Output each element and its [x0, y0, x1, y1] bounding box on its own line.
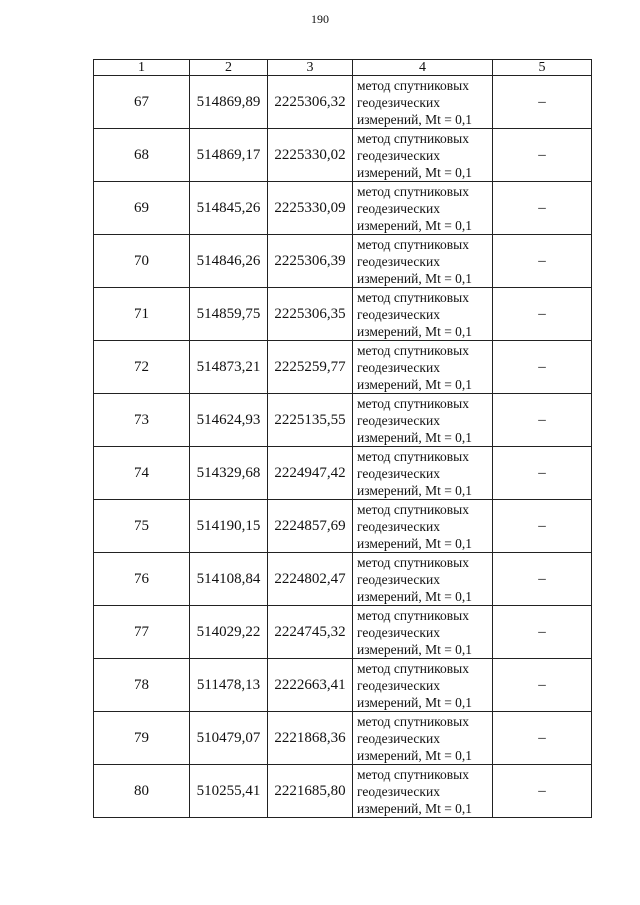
col5-cell: –: [493, 235, 592, 288]
point-number-cell: 75: [94, 500, 190, 553]
method-cell: [353, 394, 493, 447]
point-number-cell: 73: [94, 394, 190, 447]
method-text-line: измерений, Mt = 0,1: [357, 217, 473, 233]
table-row: [94, 659, 592, 712]
method-text-line: геодезических: [357, 783, 440, 799]
y-coordinate-cell: 2225259,77: [268, 341, 353, 394]
method-text-line: геодезических: [357, 147, 440, 163]
point-number-cell: 72: [94, 341, 190, 394]
point-number-cell: 69: [94, 182, 190, 235]
col5-cell: –: [493, 765, 592, 818]
point-number-cell: 76: [94, 553, 190, 606]
col5-cell: –: [493, 606, 592, 659]
method-text-line: метод спутниковых: [357, 183, 469, 199]
y-coordinate-cell: 2225330,02: [268, 129, 353, 182]
point-number-cell: 80: [94, 765, 190, 818]
point-number-cell: 74: [94, 447, 190, 500]
col5-cell: –: [493, 288, 592, 341]
method-cell: [353, 447, 493, 500]
method-cell: [353, 765, 493, 818]
method-text-line: геодезических: [357, 465, 440, 481]
table-row: [94, 447, 592, 500]
col5-cell: –: [493, 447, 592, 500]
method-cell: [353, 659, 493, 712]
y-coordinate-cell: 2221868,36: [268, 712, 353, 765]
x-coordinate-cell: 510479,07: [190, 712, 268, 765]
table-row: [94, 712, 592, 765]
method-text-line: геодезических: [357, 624, 440, 640]
point-number-cell: 79: [94, 712, 190, 765]
y-coordinate-cell: 2224802,47: [268, 553, 353, 606]
x-coordinate-cell: 514873,21: [190, 341, 268, 394]
method-text-line: измерений, Mt = 0,1: [357, 376, 473, 392]
y-coordinate-cell: 2224947,42: [268, 447, 353, 500]
method-text-line: измерений, Mt = 0,1: [357, 323, 473, 339]
method-text-line: метод спутниковых: [357, 236, 469, 252]
col5-cell: –: [493, 182, 592, 235]
method-text-line: измерений, Mt = 0,1: [357, 588, 473, 604]
y-coordinate-cell: 2225306,35: [268, 288, 353, 341]
y-coordinate-cell: 2222663,41: [268, 659, 353, 712]
method-cell: [353, 76, 493, 129]
y-coordinate-cell: 2224857,69: [268, 500, 353, 553]
table-row: [94, 182, 592, 235]
header-col-2: 2: [190, 60, 268, 76]
header-col-1: 1: [94, 60, 190, 76]
method-text-line: измерений, Mt = 0,1: [357, 535, 473, 551]
col5-cell: –: [493, 712, 592, 765]
header-col-5: 5: [493, 60, 592, 76]
method-cell: [353, 288, 493, 341]
method-text-line: измерений, Mt = 0,1: [357, 641, 473, 657]
table-row: [94, 394, 592, 447]
method-cell: [353, 606, 493, 659]
method-text-line: метод спутниковых: [357, 660, 469, 676]
x-coordinate-cell: 511478,13: [190, 659, 268, 712]
method-text-line: геодезических: [357, 677, 440, 693]
x-coordinate-cell: 514108,84: [190, 553, 268, 606]
method-text-line: геодезических: [357, 571, 440, 587]
table-body: [94, 76, 592, 818]
col5-cell: –: [493, 553, 592, 606]
method-text-line: геодезических: [357, 518, 440, 534]
point-number-cell: 78: [94, 659, 190, 712]
method-text-line: геодезических: [357, 94, 440, 110]
method-text-line: метод спутниковых: [357, 554, 469, 570]
method-text-line: метод спутниковых: [357, 130, 469, 146]
table-row: [94, 606, 592, 659]
table-row: [94, 341, 592, 394]
page-number: 190: [311, 12, 329, 26]
method-text-line: метод спутниковых: [357, 501, 469, 517]
method-cell: [353, 712, 493, 765]
col5-cell: –: [493, 76, 592, 129]
header-col-4: 4: [353, 60, 493, 76]
method-text-line: метод спутниковых: [357, 77, 469, 93]
method-text-line: метод спутниковых: [357, 289, 469, 305]
table-row: [94, 288, 592, 341]
x-coordinate-cell: 514846,26: [190, 235, 268, 288]
x-coordinate-cell: 514190,15: [190, 500, 268, 553]
method-cell: [353, 553, 493, 606]
method-text-line: измерений, Mt = 0,1: [357, 111, 473, 127]
method-text-line: геодезических: [357, 306, 440, 322]
x-coordinate-cell: 514859,75: [190, 288, 268, 341]
method-text-line: измерений, Mt = 0,1: [357, 800, 473, 816]
header-col-3: 3: [268, 60, 353, 76]
col5-cell: –: [493, 129, 592, 182]
method-text-line: геодезических: [357, 200, 440, 216]
method-text-line: метод спутниковых: [357, 713, 469, 729]
coordinates-table: [93, 59, 592, 818]
point-number-cell: 67: [94, 76, 190, 129]
point-number-cell: 71: [94, 288, 190, 341]
method-text-line: измерений, Mt = 0,1: [357, 747, 473, 763]
method-text-line: геодезических: [357, 359, 440, 375]
table-row: [94, 76, 592, 129]
method-cell: [353, 500, 493, 553]
table-row: [94, 129, 592, 182]
method-cell: [353, 129, 493, 182]
y-coordinate-cell: 2225135,55: [268, 394, 353, 447]
header-row: [94, 60, 592, 76]
y-coordinate-cell: 2221685,80: [268, 765, 353, 818]
method-text-line: измерений, Mt = 0,1: [357, 429, 473, 445]
point-number-cell: 68: [94, 129, 190, 182]
y-coordinate-cell: 2225330,09: [268, 182, 353, 235]
method-text-line: измерений, Mt = 0,1: [357, 482, 473, 498]
method-text-line: геодезических: [357, 253, 440, 269]
method-text-line: геодезических: [357, 412, 440, 428]
table-row: [94, 765, 592, 818]
x-coordinate-cell: 514869,89: [190, 76, 268, 129]
col5-cell: –: [493, 341, 592, 394]
method-text-line: измерений, Mt = 0,1: [357, 164, 473, 180]
method-cell: [353, 341, 493, 394]
method-text-line: метод спутниковых: [357, 766, 469, 782]
x-coordinate-cell: 514845,26: [190, 182, 268, 235]
table-row: [94, 235, 592, 288]
x-coordinate-cell: 514624,93: [190, 394, 268, 447]
x-coordinate-cell: 510255,41: [190, 765, 268, 818]
method-cell: [353, 235, 493, 288]
method-text-line: метод спутниковых: [357, 395, 469, 411]
method-text-line: геодезических: [357, 730, 440, 746]
table-row: [94, 500, 592, 553]
y-coordinate-cell: 2224745,32: [268, 606, 353, 659]
method-text-line: метод спутниковых: [357, 607, 469, 623]
method-text-line: измерений, Mt = 0,1: [357, 694, 473, 710]
col5-cell: –: [493, 500, 592, 553]
x-coordinate-cell: 514029,22: [190, 606, 268, 659]
y-coordinate-cell: 2225306,32: [268, 76, 353, 129]
method-text-line: метод спутниковых: [357, 342, 469, 358]
method-text-line: метод спутниковых: [357, 448, 469, 464]
col5-cell: –: [493, 659, 592, 712]
point-number-cell: 70: [94, 235, 190, 288]
table-row: [94, 553, 592, 606]
method-text-line: измерений, Mt = 0,1: [357, 270, 473, 286]
x-coordinate-cell: 514869,17: [190, 129, 268, 182]
x-coordinate-cell: 514329,68: [190, 447, 268, 500]
y-coordinate-cell: 2225306,39: [268, 235, 353, 288]
point-number-cell: 77: [94, 606, 190, 659]
col5-cell: –: [493, 394, 592, 447]
method-cell: [353, 182, 493, 235]
table-header: [94, 60, 592, 76]
